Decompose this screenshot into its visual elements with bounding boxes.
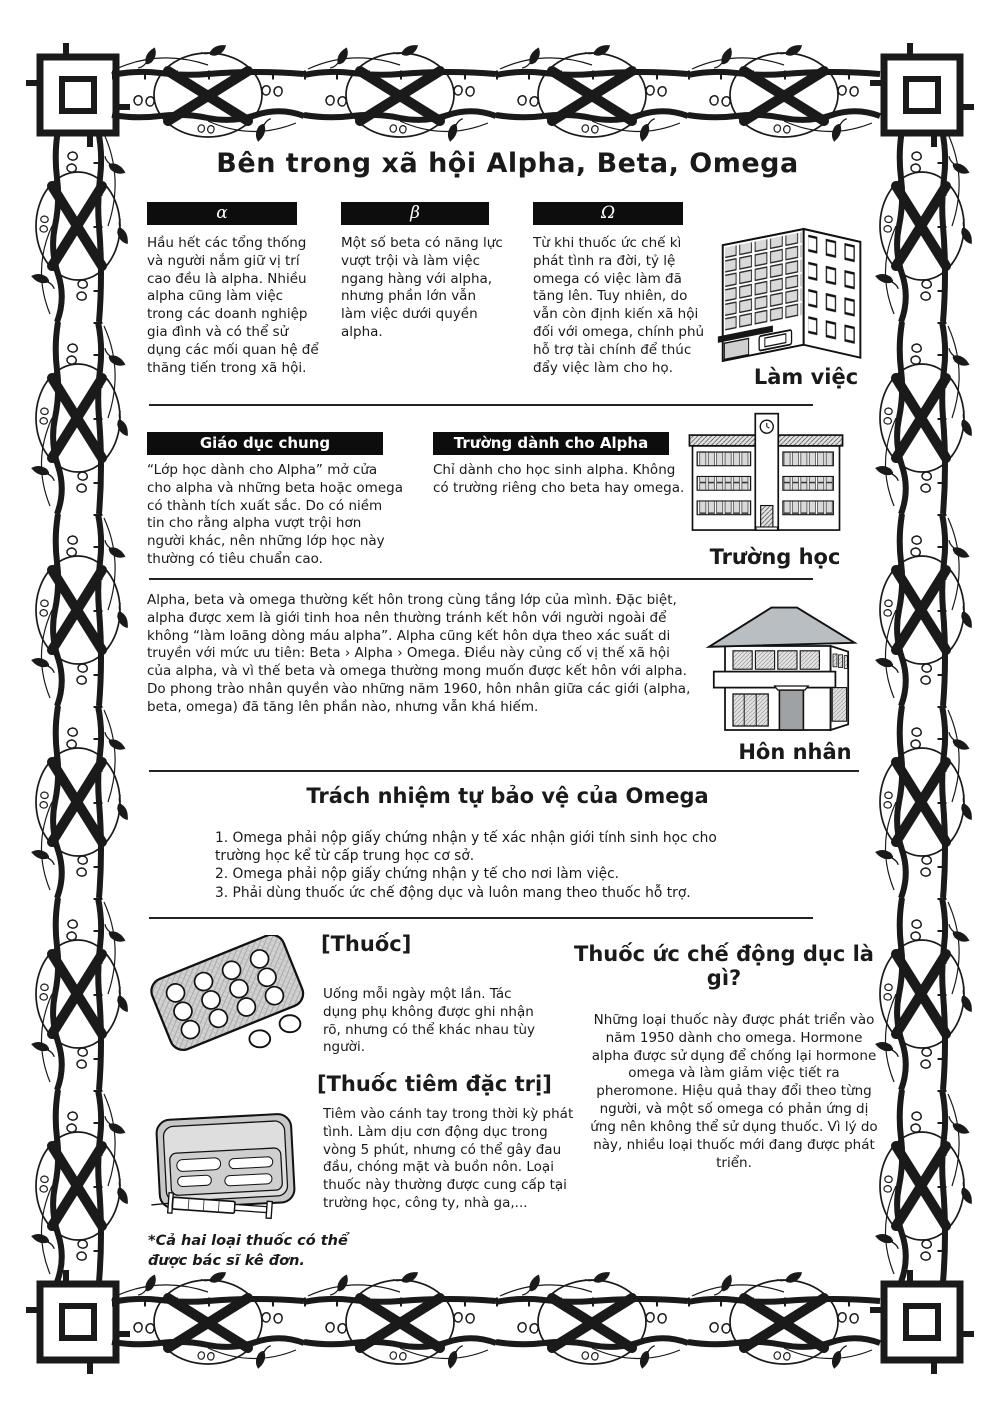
omega-description: Từ khi thuốc ức chế kì phát tình ra đời, tỷ lệ omega có việc làm đã tăng lên. Tuy nhiên, do vẫn còn định kiến xã hội đối với omega, chính phủ hỗ trợ tài chính để thúc đẩy việc làm cho họ. bbox=[533, 235, 705, 376]
injection-kit-illustration bbox=[148, 1105, 308, 1233]
omega-duty-item-1: 1. Omega phải nộp giấy chứng nhận y tế xác nhận giới tính sinh học cho trường học kể từ cấp trung học cơ sở. bbox=[215, 830, 717, 864]
omega-duty-title: Trách nhiệm tự bảo vệ của Omega bbox=[306, 784, 709, 808]
divider-3 bbox=[149, 770, 859, 772]
house-illustration bbox=[697, 590, 865, 738]
injection-heading: [Thuốc tiêm đặc trị] bbox=[317, 1072, 552, 1096]
suppressant-heading: Thuốc ức chế động dục là gì? bbox=[574, 942, 874, 990]
alpha-header-bar: α bbox=[147, 202, 297, 225]
general-education-text: “Lớp học dành cho Alpha” mở cửa cho alpha và những beta hoặc omega có thành tích xuất sắc. Do có niềm tin cho rằng alpha vượt trội hơn người khác, nên những lớp học này thường có tiêu chuẩn cao. bbox=[147, 462, 403, 568]
prescription-footnote: *Cả hai loại thuốc có thể được bác sĩ kê đơn. bbox=[148, 1233, 348, 1269]
omega-duty-list bbox=[215, 830, 760, 904]
alpha-school-text: Chỉ dành cho học sinh alpha. Không có trường riêng cho beta hay omega. bbox=[433, 462, 685, 496]
divider-2 bbox=[149, 578, 813, 580]
suppressant-text: Những loại thuốc này được phát triển vào năm 1950 dành cho omega. Hormone alpha được sử dụng để chống lại hormone omega và làm giảm việc tiết ra pheromone. Hiệu quả thay đổi theo từng người, và một số omega có phản ứng dị ứng nên không thể sử dụng thuốc. Vì lý do này, nhiều loại thuốc mới đang được phát triển. bbox=[590, 1012, 878, 1171]
omega-duty-item-2: 2. Omega phải nộp giấy chứng nhận y tế cho nơi làm việc. bbox=[215, 866, 620, 883]
divider-4 bbox=[149, 917, 813, 919]
school-building-illustration bbox=[675, 406, 857, 540]
page-title: Bên trong xã hội Alpha, Beta, Omega bbox=[216, 148, 799, 179]
marriage-label: Hôn nhân bbox=[738, 740, 852, 764]
general-education-header: Giáo dục chung bbox=[147, 432, 383, 455]
omega-duty-item-3: 3. Phải dùng thuốc ức chế động dục và luôn mang theo thuốc hỗ trợ. bbox=[215, 884, 691, 901]
beta-description: Một số beta có năng lực vượt trội và làm việc ngang hàng với alpha, nhưng phần lớn vẫn làm việc dưới quyền alpha. bbox=[341, 235, 503, 341]
school-label: Trường học bbox=[709, 545, 841, 569]
beta-header-bar: β bbox=[341, 202, 489, 225]
content-area bbox=[145, 140, 878, 1300]
marriage-text: Alpha, beta và omega thường kết hôn trong cùng tầng lớp của mình. Đặc biệt, alpha được xem là giới tinh hoa nên thường tránh kết hôn với người ngoài để không “làm loãng dòng máu alpha”. Alpha cũng kết hôn dựa theo xác suất di truyền với mức ưu tiên: Beta › Alpha › Omega. Điều này củng cố vị thế xã hội của alpha, và vì thế beta và omega thường mong muốn được kết hôn với alpha. Do phong trào nhân quyền vào những năm 1960, hôn nhân giữa các giới (alpha, beta, omega) đã tăng lên phần nào, nhưng vẫn khá hiếm. bbox=[147, 592, 691, 715]
pill-blister-illustration bbox=[147, 935, 315, 1053]
pill-heading: [Thuốc] bbox=[321, 932, 412, 956]
pill-text: Uống mỗi ngày một lần. Tác dụng phụ không được ghi nhận rõ, nhưng có thể khác nhau tùy người. bbox=[323, 986, 536, 1056]
office-building-illustration bbox=[695, 195, 880, 365]
omega-header-bar: Ω bbox=[533, 202, 683, 225]
alpha-description: Hầu hết các tổng thống và người nắm giữ vị trí cao đều là alpha. Nhiều alpha cũng làm việc trong các doanh nghiệp gia đình và có thể sử dụng các mối quan hệ để thăng tiến trong xã hội. bbox=[147, 235, 319, 376]
alpha-school-header: Trường dành cho Alpha bbox=[433, 432, 669, 455]
injection-text: Tiêm vào cánh tay trong thời kỳ phát tình. Làm dịu cơn động dục trong vòng 5 phút, nhưng có thể gây đau đầu, chóng mặt và buồn nôn. Loại thuốc này thường được cung cấp tại trường học, công ty, nhà ga,... bbox=[323, 1106, 574, 1212]
work-label: Làm việc bbox=[753, 365, 859, 389]
